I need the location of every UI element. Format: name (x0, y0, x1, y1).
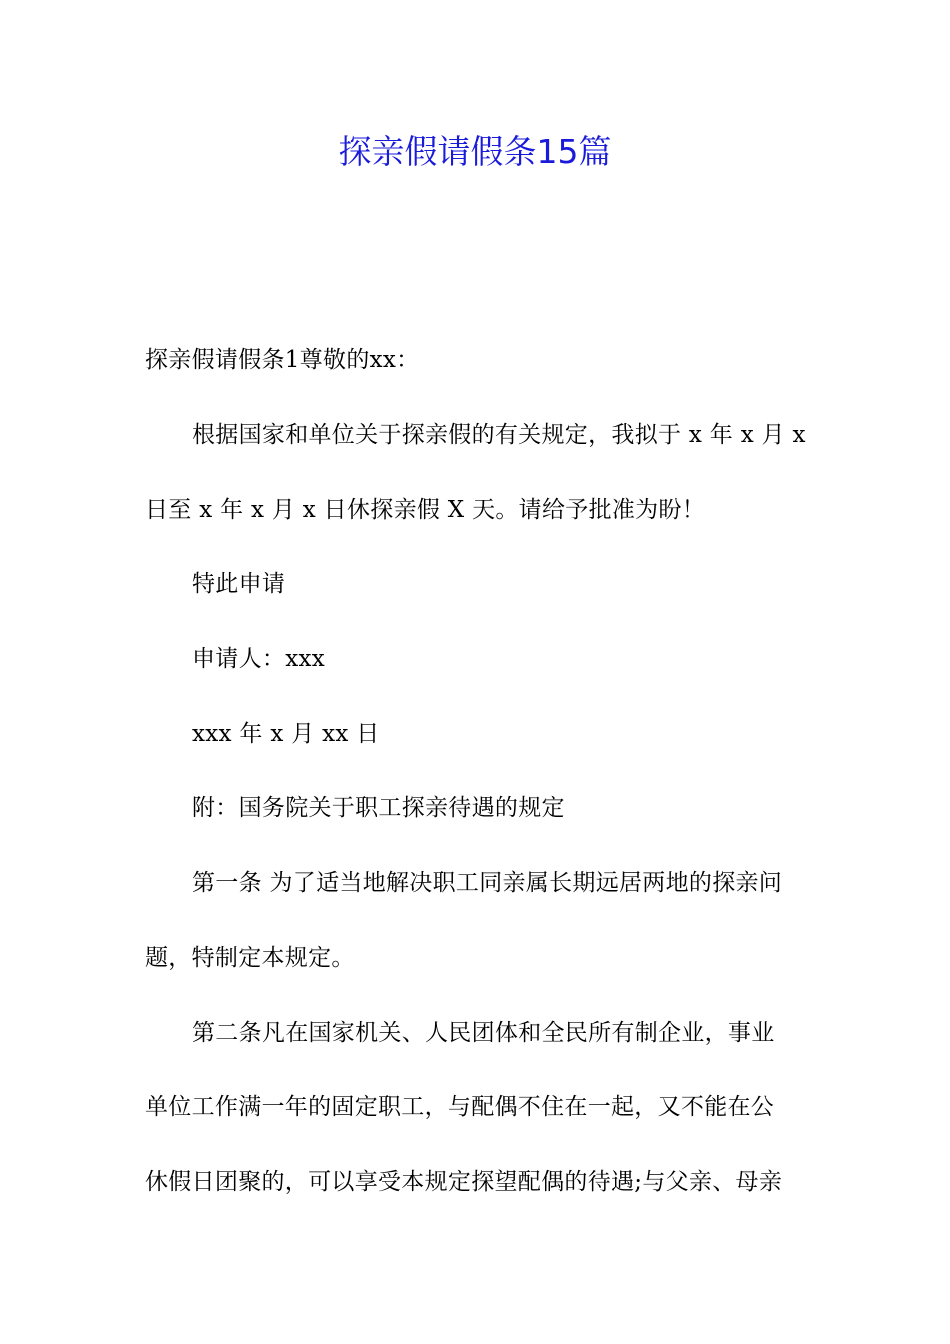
document-title: 探亲假请假条15篇 (338, 132, 612, 171)
article-line: 第一条 为了适当地解决职工同亲属长期远居两地的探亲问 (192, 870, 783, 896)
body-paragraph-line: 日至 x 年 x 月 x 日休探亲假 X 天。请给予批准为盼！ (145, 497, 706, 523)
article-line: 单位工作满一年的固定职工，与配偶不住在一起，又不能在公 (145, 1094, 775, 1120)
closing-line: 特此申请 (192, 571, 286, 597)
article-line: 第二条凡在国家机关、人民团体和全民所有制企业，事业 (192, 1020, 775, 1046)
body-paragraph-line: 根据国家和单位关于探亲假的有关规定，我拟于 x 年 x 月 x (192, 422, 806, 448)
article-line: 题，特制定本规定。 (145, 945, 355, 971)
appendix-heading: 附：国务院关于职工探亲待遇的规定 (192, 795, 565, 821)
applicant-line: 申请人：xxx (192, 646, 326, 672)
date-line: xxx 年 x 月 xx 日 (192, 721, 380, 747)
salutation-line: 探亲假请假条1尊敬的xx： (145, 347, 420, 373)
article-line: 休假日团聚的，可以享受本规定探望配偶的待遇;与父亲、母亲 (145, 1169, 783, 1195)
